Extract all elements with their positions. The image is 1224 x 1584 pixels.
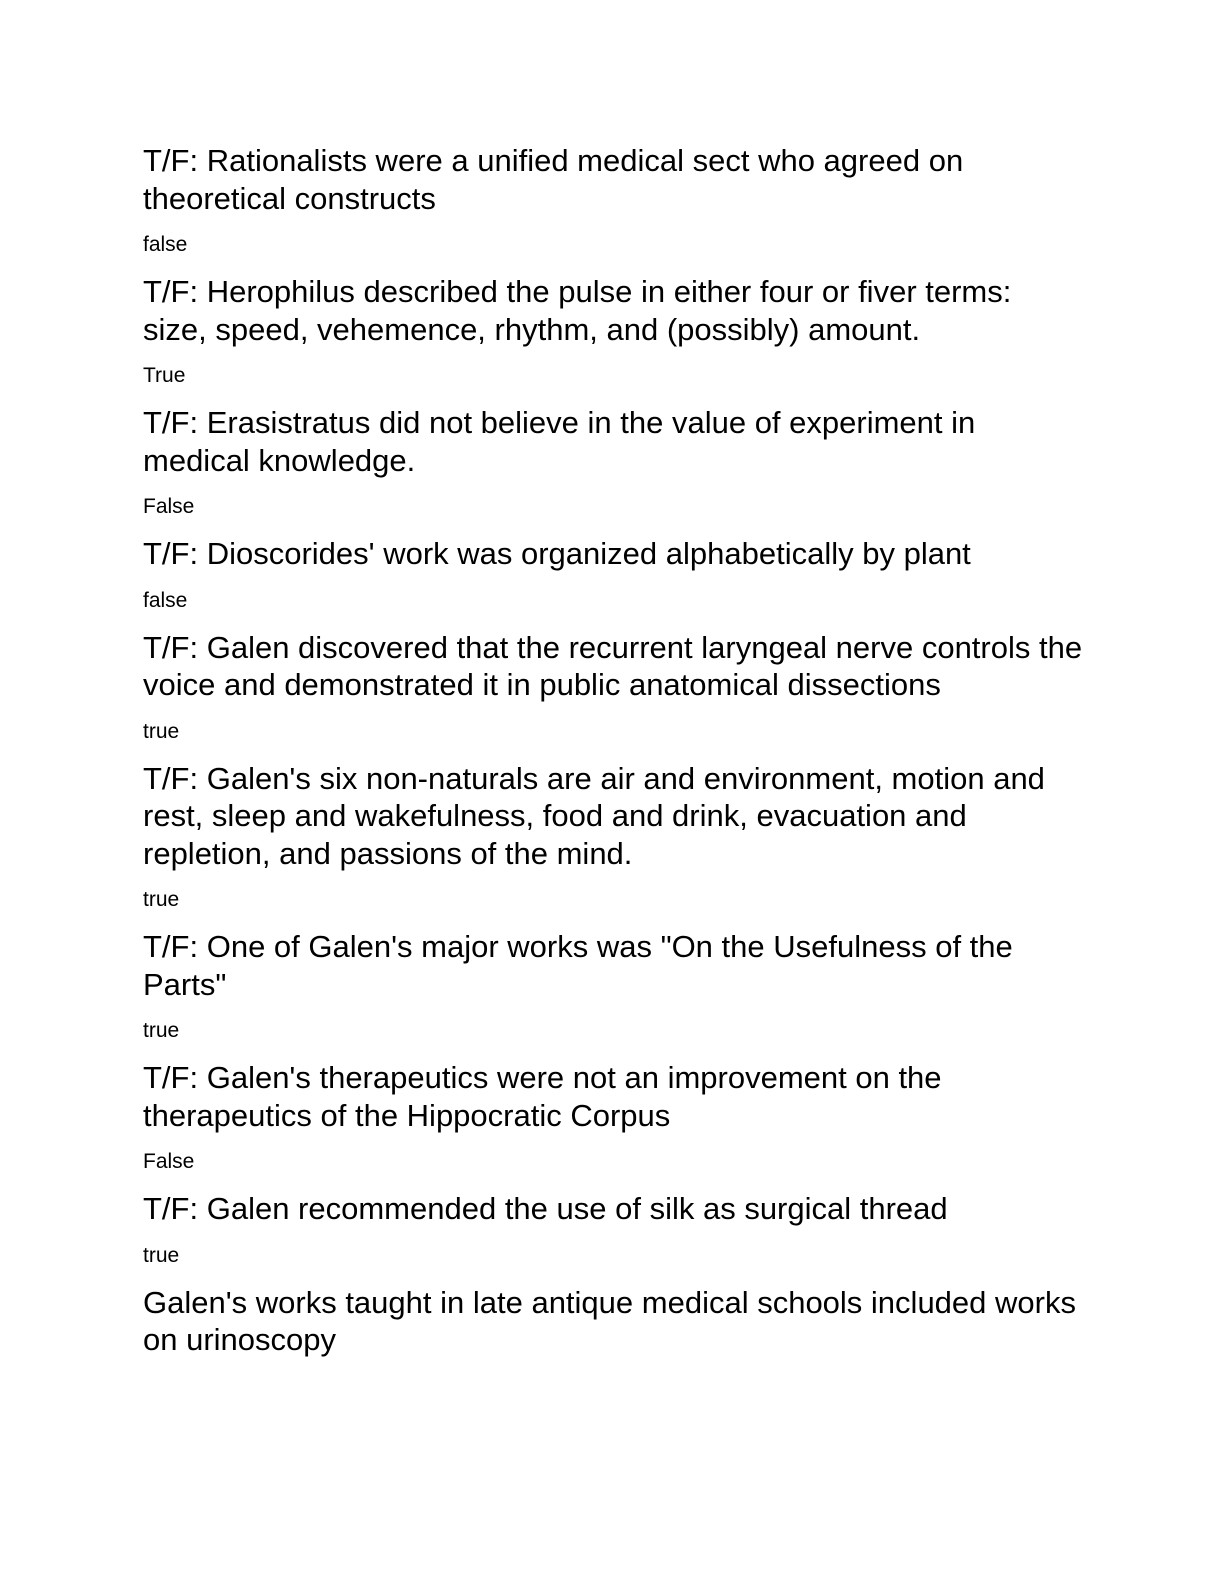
answer-text: true	[143, 1019, 180, 1042]
answer-text: True	[143, 364, 186, 387]
question-text: T/F: Herophilus described the pulse in either four or fiver terms: size, speed, vehemence, rhythm, and (possibly) amount.	[143, 274, 1012, 347]
flashcard	[143, 1059, 1083, 1174]
question-text: T/F: One of Galen's major works was "On the Usefulness of the Parts"	[143, 929, 1013, 1002]
question-text: T/F: Galen recommended the use of silk as surgical thread	[143, 1191, 948, 1226]
question-text: T/F: Galen's six non-naturals are air and environment, motion and rest, sleep and wakefulness, food and drink, evacuation and repletion, and passions of the mind.	[143, 760, 1045, 871]
flashcard	[143, 629, 1083, 744]
question-text: T/F: Erasistratus did not believe in the value of experiment in medical knowledge.	[143, 405, 976, 478]
flashcard	[143, 1190, 1083, 1268]
question-text: T/F: Rationalists were a unified medical sect who agreed on theoretical constructs	[143, 143, 964, 216]
answer-text: true	[143, 888, 180, 911]
flashcard	[143, 404, 1083, 519]
flashcard	[143, 760, 1083, 913]
flashcard	[143, 535, 1083, 613]
question-text: T/F: Galen discovered that the recurrent laryngeal nerve controls the voice and demonstrated it in public anatomical dissections	[143, 629, 1083, 702]
answer-text: False	[143, 1150, 195, 1173]
flashcard	[143, 1284, 1083, 1359]
answer-text: False	[143, 495, 195, 518]
flashcard	[143, 928, 1083, 1043]
flashcard	[143, 273, 1083, 388]
question-text: Galen's works taught in late antique medical schools included works on urinoscopy	[143, 1284, 1076, 1357]
question-text: T/F: Dioscorides' work was organized alphabetically by plant	[143, 536, 971, 571]
question-text: T/F: Galen's therapeutics were not an improvement on the therapeutics of the Hippocratic Corpus	[143, 1060, 942, 1133]
answer-text: true	[143, 719, 180, 743]
answer-text: false	[143, 588, 188, 612]
answer-text: true	[143, 1243, 180, 1267]
flashcard	[143, 142, 1083, 257]
answer-text: false	[143, 233, 188, 256]
document-page	[143, 142, 1083, 1359]
